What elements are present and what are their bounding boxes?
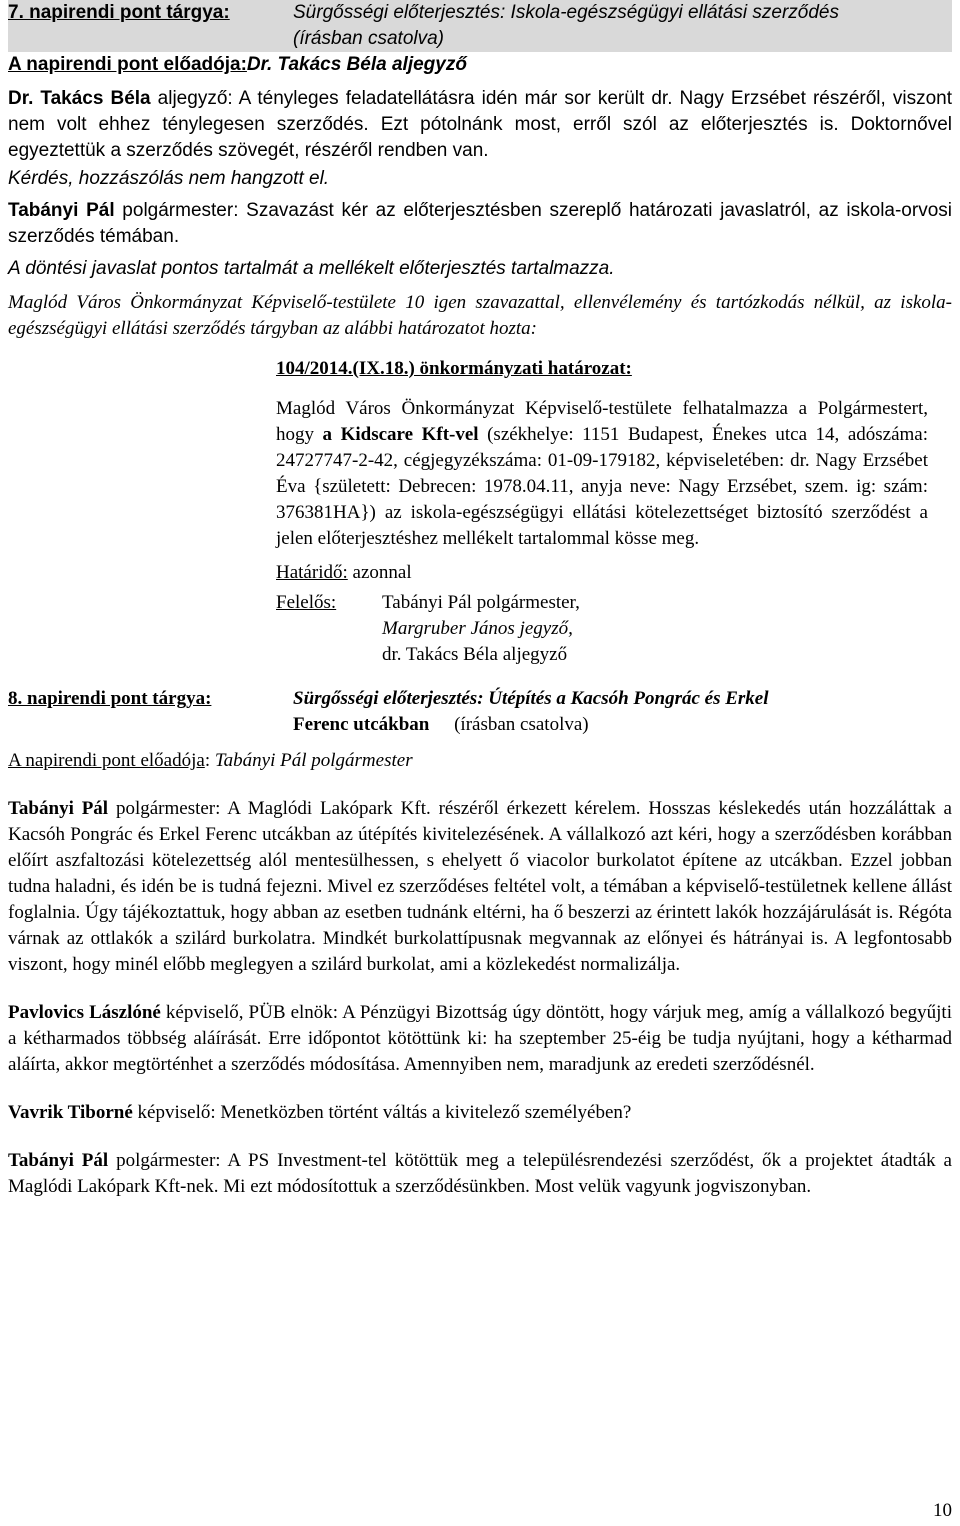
item8-heading — [8, 686, 952, 738]
item8-paragraph-4: Tabányi Pál polgármester: A PS Investment-tel kötöttük meg a településrendezési szerződést, ők a projektet átadták a Maglódi Lakópark Kft-nek. Mi ezt módosítottuk a szerződésünkben. Most velük vagyunk jogviszonyban. — [8, 1150, 952, 1197]
item7-heading-title: Sürgősségi előterjesztés: Iskola-egészségügyi ellátási szerződés — [293, 2, 839, 23]
responsible-2: Margruber János jegyző, — [382, 618, 573, 639]
item7-no-questions: Kérdés, hozzászólás nem hangzott el. — [8, 168, 330, 189]
item8-paragraph-3: Vavrik Tiborné képviselő: Menetközben történt váltás a kivitelező személyében? — [8, 1102, 632, 1123]
item8-heading-title-b: Útépítés a Kacsóh Pongrác és Erkel — [488, 688, 769, 709]
item8-heading-note: (írásban csatolva) — [454, 714, 589, 735]
item7-vote-text: Maglód Város Önkormányzat Képviselő-testülete 10 igen szavazattal, ellenvélemény és tartózkodás nélkül, az iskola-egészségügyi ellátási szerződés tárgyban az alábbi határozatot hozta: — [8, 292, 952, 339]
document-page — [8, 0, 952, 1200]
resolution-title: 104/2014.(IX.18.) önkormányzati határozat: — [276, 358, 632, 379]
item8-presenter-label: A napirendi pont előadója — [8, 750, 205, 771]
responsible-1: Tabányi Pál polgármester, — [382, 592, 580, 613]
deadline-label: Határidő: — [276, 562, 348, 583]
responsible-3: dr. Takács Béla aljegyző — [382, 644, 568, 665]
item7-presenter-label: A napirendi pont előadója: — [8, 54, 247, 75]
item7-presenter-name: Dr. Takács Béla aljegyző — [246, 54, 467, 75]
resolution-text: Maglód Város Önkormányzat Képviselő-testülete felhatalmazza a Polgármestert, hogy a Kidscare Kft-vel (székhelye: 1151 Budapest, Énekes utca 14, adószáma: 24727747-2-42, cégjegyzékszáma: 01-09-179182, képviseletében: dr. Nagy Erzsébet Éva {született: Debrecen: 1978.04.11, anyja neve: Nagy Erzsébet, szem. ig: szám: 376381HA}) az iskola-egészségügyi ellátási kötelezettséget biztosító szerződést a jelen előterjesztéshez mellékelt tartalommal kösse meg. — [276, 398, 929, 549]
responsible-list — [382, 590, 580, 668]
item7-heading — [8, 0, 952, 52]
item7-heading-note: (írásban csatolva) — [293, 28, 445, 49]
responsible-label: Felelős: — [276, 592, 337, 613]
item7-paragraph-1: Dr. Takács Béla aljegyző: A tényleges feladatellátásra idén már sor került dr. Nagy Erzsébet részéről, viszont nem volt ehhez ténylegesen szerződés. Ezt pótolnánk most, erről szól az előterjesztés is. Doktornővel egyeztettük a szerződés szövegét, részéről rendben van. — [8, 88, 952, 161]
resolution-block — [276, 356, 928, 668]
deadline-value: azonnal — [347, 562, 412, 583]
deadline-row — [276, 560, 928, 586]
item7-presenter — [8, 52, 952, 78]
item7-heading-number: 7. napirendi pont tárgya: — [8, 2, 230, 23]
page-number: 10 — [933, 1500, 952, 1521]
item8-heading-number: 8. napirendi pont tárgya: — [8, 688, 212, 709]
item8-presenter: A napirendi pont előadója : Tabányi Pál polgármester — [8, 748, 952, 774]
responsible-row — [276, 590, 928, 668]
item8-heading-title-a: Sürgősségi előterjesztés: — [293, 688, 489, 709]
item8-paragraph-1: Tabányi Pál polgármester: A Maglódi Lakópark Kft. részéről érkezett kérelem. Hosszas késlekedés után hozzáláttak a Kacsóh Pongrác és Erkel Ferenc utcákban az útépítés kivitelezésének. A vállalkozó azt kéri, hogy a szerződésben korábban előírt aszfaltozási kötelezettség alól mentesülhessen, s ehelyett ő viacolor burkolatot építene az utcákban. Ezzel jobban tudna haladni, és idén be is tudná fejezni. Mivel ez szerződéses feltétel volt, a témában a képviselő-testületnek kellene állást foglalnia. Úgy tájékoztattuk, hogy abban az esetben tudnánk eltérni, ha ő beszerzi az érintett lakók hozzájárulását is. Régóta várnak az ottlakók a szilárd burkolatra. Mindkét burkolattípusnak megvannak az előnyei és hátrányai is. A legfontosabb viszont, hogy minél előbb meglegyen a szilárd burkolat, ami a közlekedést normalizálja. — [8, 798, 952, 975]
item8-presenter-name: Tabányi Pál polgármester — [210, 750, 413, 771]
item7-content-note: A döntési javaslat pontos tartalmát a mellékelt előterjesztés tartalmazza. — [8, 258, 615, 279]
item8-paragraph-2: Pavlovics Lászlóné képviselő, PÜB elnök: A Pénzügyi Bizottság úgy döntött, hogy várjuk meg, amíg a vállalkozó begyűjti a kétharmados többség aláírását. Erre időpontot kötöttünk ki: ha szeptember 25-éig be tudja nyújtani, hogy a kétharmad aláírta, akkor megtörténhet a szerződés módosítása. Amennyiben nem, maradjunk az eredeti szerződésnél. — [8, 1002, 952, 1075]
item8-heading-title-c: Ferenc utcákban — [293, 714, 430, 735]
item7-paragraph-2: Tabányi Pál polgármester: Szavazást kér az előterjesztésben szereplő határozati javaslatról, az iskola-orvosi szerződés témában. — [8, 200, 952, 247]
